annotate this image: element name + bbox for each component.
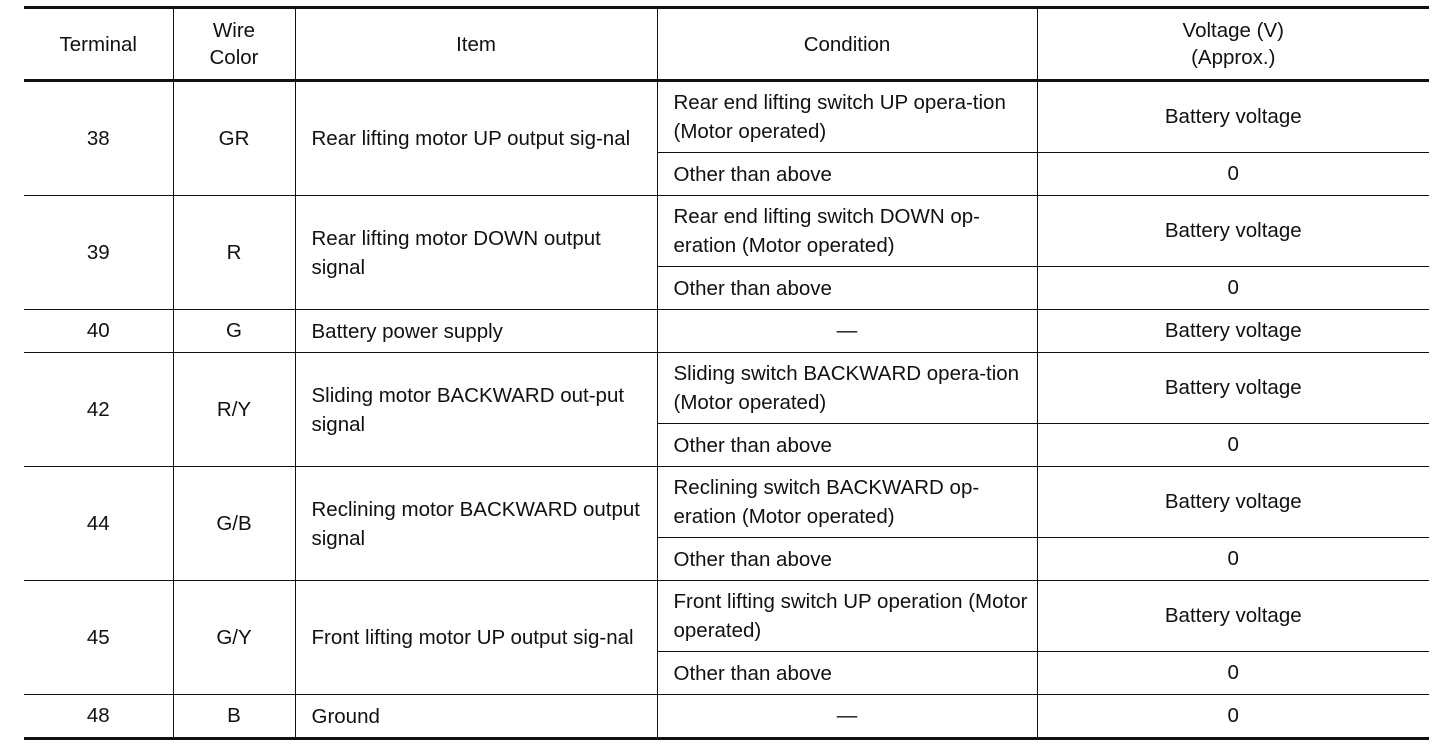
- voltage-cell: Battery voltage: [1037, 581, 1429, 652]
- item-cell: Front lifting motor UP output sig-nal: [295, 581, 657, 695]
- header-wire-color-line2: Color: [209, 46, 259, 69]
- wire-color-cell: B: [173, 695, 295, 739]
- voltage-cell: 0: [1037, 267, 1429, 310]
- voltage-cell: 0: [1037, 695, 1429, 739]
- voltage-cell: 0: [1037, 652, 1429, 695]
- header-wire-color: [173, 8, 295, 81]
- wire-color-cell: G/Y: [173, 581, 295, 695]
- header-terminal: Terminal: [24, 8, 173, 81]
- terminal-cell: 42: [24, 353, 173, 467]
- voltage-cell: 0: [1037, 153, 1429, 196]
- table-row: [24, 353, 1429, 424]
- terminal-cell: 44: [24, 467, 173, 581]
- condition-cell: Rear end lifting switch DOWN op-eration (Motor operated): [657, 196, 1037, 267]
- table-row: [24, 81, 1429, 153]
- condition-cell: Other than above: [657, 267, 1037, 310]
- condition-cell: Sliding switch BACKWARD opera-tion (Motor operated): [657, 353, 1037, 424]
- item-cell: Ground: [295, 695, 657, 739]
- voltage-cell: 0: [1037, 538, 1429, 581]
- voltage-cell: Battery voltage: [1037, 196, 1429, 267]
- wire-color-cell: R: [173, 196, 295, 310]
- terminal-voltage-table: [24, 6, 1429, 740]
- condition-cell: Front lifting switch UP operation (Motor operated): [657, 581, 1037, 652]
- table-row: [24, 581, 1429, 652]
- condition-cell: Other than above: [657, 538, 1037, 581]
- condition-cell: Rear end lifting switch UP opera-tion (Motor operated): [657, 81, 1037, 153]
- header-wire-color-line1: Wire: [212, 19, 256, 42]
- condition-cell: Other than above: [657, 424, 1037, 467]
- table-row: [24, 467, 1429, 538]
- wire-color-cell: R/Y: [173, 353, 295, 467]
- terminal-cell: 48: [24, 695, 173, 739]
- terminal-cell: 45: [24, 581, 173, 695]
- header-voltage: [1037, 8, 1429, 81]
- item-cell: Rear lifting motor UP output sig-nal: [295, 81, 657, 196]
- table-row: [24, 196, 1429, 267]
- wire-color-cell: GR: [173, 81, 295, 196]
- terminal-cell: 38: [24, 81, 173, 196]
- item-cell: Sliding motor BACKWARD out-put signal: [295, 353, 657, 467]
- terminal-cell: 39: [24, 196, 173, 310]
- condition-cell: —: [657, 310, 1037, 353]
- voltage-cell: Battery voltage: [1037, 81, 1429, 153]
- header-condition: Condition: [657, 8, 1037, 81]
- condition-cell: Other than above: [657, 652, 1037, 695]
- voltage-cell: 0: [1037, 424, 1429, 467]
- header-voltage-line2: (Approx.): [1191, 46, 1276, 69]
- table-header-row: [24, 8, 1429, 81]
- condition-cell: Reclining switch BACKWARD op-eration (Motor operated): [657, 467, 1037, 538]
- item-cell: Reclining motor BACKWARD output signal: [295, 467, 657, 581]
- header-voltage-line1: Voltage (V): [1182, 19, 1284, 42]
- item-cell: Battery power supply: [295, 310, 657, 353]
- condition-cell: Other than above: [657, 153, 1037, 196]
- voltage-cell: Battery voltage: [1037, 310, 1429, 353]
- wire-color-cell: G/B: [173, 467, 295, 581]
- item-cell: Rear lifting motor DOWN output signal: [295, 196, 657, 310]
- header-item: Item: [295, 8, 657, 81]
- voltage-cell: Battery voltage: [1037, 467, 1429, 538]
- condition-cell: —: [657, 695, 1037, 739]
- wire-color-cell: G: [173, 310, 295, 353]
- terminal-cell: 40: [24, 310, 173, 353]
- terminal-table-container: [24, 6, 1429, 740]
- voltage-cell: Battery voltage: [1037, 353, 1429, 424]
- table-row: [24, 695, 1429, 739]
- table-row: [24, 310, 1429, 353]
